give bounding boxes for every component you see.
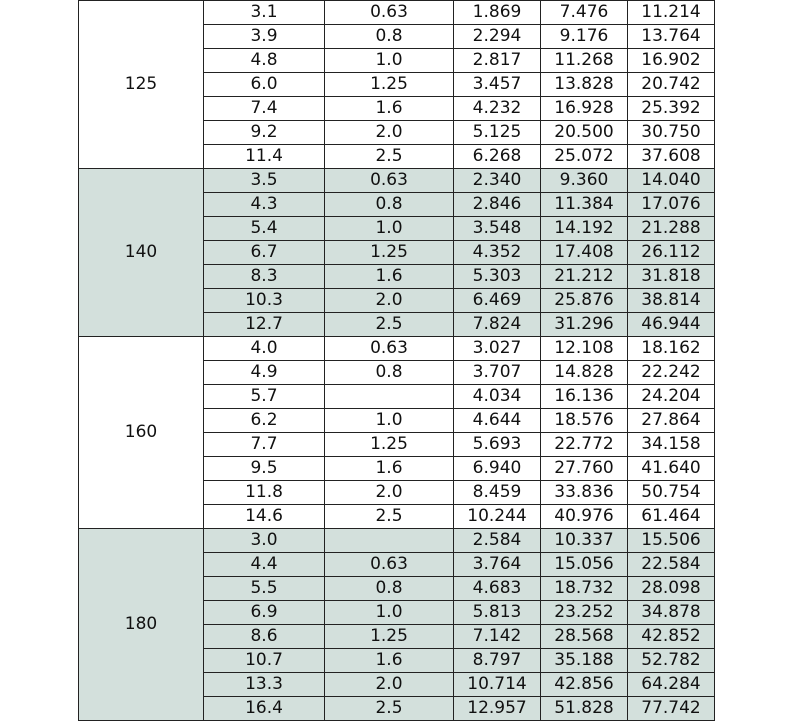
table-cell: 25.876 xyxy=(541,289,628,313)
table-cell: 21.288 xyxy=(628,217,715,241)
table-cell: 0.8 xyxy=(325,25,454,49)
table-cell: 14.040 xyxy=(628,169,715,193)
table-cell: 20.500 xyxy=(541,121,628,145)
table-cell: 14.192 xyxy=(541,217,628,241)
table-cell: 1.869 xyxy=(454,1,541,25)
table-cell: 52.782 xyxy=(628,649,715,673)
table-cell: 11.8 xyxy=(204,481,325,505)
table-cell: 0.8 xyxy=(325,361,454,385)
table-cell: 6.0 xyxy=(204,73,325,97)
table-cell: 4.683 xyxy=(454,577,541,601)
table-body xyxy=(79,1,715,721)
table-cell: 1.25 xyxy=(325,241,454,265)
table-cell: 15.056 xyxy=(541,553,628,577)
table-cell: 31.296 xyxy=(541,313,628,337)
table-cell: 17.076 xyxy=(628,193,715,217)
table-cell: 22.584 xyxy=(628,553,715,577)
table-cell: 22.772 xyxy=(541,433,628,457)
table-cell: 24.204 xyxy=(628,385,715,409)
table-cell: 13.828 xyxy=(541,73,628,97)
table-cell: 14.828 xyxy=(541,361,628,385)
table-cell: 2.0 xyxy=(325,673,454,697)
table-cell: 5.303 xyxy=(454,265,541,289)
table-cell: 33.836 xyxy=(541,481,628,505)
table-cell: 7.4 xyxy=(204,97,325,121)
table-cell: 0.63 xyxy=(325,169,454,193)
table-cell: 11.214 xyxy=(628,1,715,25)
table-cell: 1.6 xyxy=(325,265,454,289)
table-cell: 9.5 xyxy=(204,457,325,481)
table-cell: 18.162 xyxy=(628,337,715,361)
table-cell: 7.476 xyxy=(541,1,628,25)
table-cell: 8.797 xyxy=(454,649,541,673)
table-cell: 10.3 xyxy=(204,289,325,313)
table-cell: 20.742 xyxy=(628,73,715,97)
table-cell: 3.027 xyxy=(454,337,541,361)
table-cell: 2.0 xyxy=(325,121,454,145)
table-cell: 6.9 xyxy=(204,601,325,625)
table-cell: 1.6 xyxy=(325,649,454,673)
table-cell: 4.0 xyxy=(204,337,325,361)
table-cell: 2.817 xyxy=(454,49,541,73)
table-cell: 8.459 xyxy=(454,481,541,505)
table-cell: 0.63 xyxy=(325,1,454,25)
table-cell: 8.3 xyxy=(204,265,325,289)
table-cell: 12.7 xyxy=(204,313,325,337)
table-cell: 2.0 xyxy=(325,289,454,313)
table-cell: 6.268 xyxy=(454,145,541,169)
table-cell xyxy=(325,529,454,553)
table-cell: 10.244 xyxy=(454,505,541,529)
table-cell: 25.392 xyxy=(628,97,715,121)
table-cell: 10.714 xyxy=(454,673,541,697)
table-cell: 30.750 xyxy=(628,121,715,145)
table-cell: 2.846 xyxy=(454,193,541,217)
table-row xyxy=(79,529,715,553)
table-cell: 7.824 xyxy=(454,313,541,337)
table-cell: 4.644 xyxy=(454,409,541,433)
table-cell: 12.957 xyxy=(454,697,541,721)
table-cell: 4.352 xyxy=(454,241,541,265)
table-cell: 3.548 xyxy=(454,217,541,241)
table-cell: 1.25 xyxy=(325,625,454,649)
table-cell: 6.940 xyxy=(454,457,541,481)
table-cell: 2.5 xyxy=(325,505,454,529)
table-cell: 38.814 xyxy=(628,289,715,313)
table-cell: 5.125 xyxy=(454,121,541,145)
table-cell: 2.340 xyxy=(454,169,541,193)
table-cell: 2.294 xyxy=(454,25,541,49)
table-cell: 9.2 xyxy=(204,121,325,145)
table-cell: 2.5 xyxy=(325,313,454,337)
table-cell: 4.034 xyxy=(454,385,541,409)
table-cell: 1.25 xyxy=(325,433,454,457)
table-cell: 2.0 xyxy=(325,481,454,505)
table-cell: 27.760 xyxy=(541,457,628,481)
group-label-cell: 125 xyxy=(79,1,204,169)
table-cell: 4.9 xyxy=(204,361,325,385)
table-cell: 13.3 xyxy=(204,673,325,697)
table-cell: 8.6 xyxy=(204,625,325,649)
table-cell: 0.63 xyxy=(325,553,454,577)
table-cell: 9.360 xyxy=(541,169,628,193)
table-cell: 5.813 xyxy=(454,601,541,625)
group-label-cell: 160 xyxy=(79,337,204,529)
group-label-cell: 180 xyxy=(79,529,204,721)
data-table xyxy=(78,0,715,721)
table-cell: 3.0 xyxy=(204,529,325,553)
table-cell: 35.188 xyxy=(541,649,628,673)
table-cell: 64.284 xyxy=(628,673,715,697)
table-cell: 7.7 xyxy=(204,433,325,457)
table-cell: 5.693 xyxy=(454,433,541,457)
table-cell: 50.754 xyxy=(628,481,715,505)
table-cell: 77.742 xyxy=(628,697,715,721)
table-cell: 31.818 xyxy=(628,265,715,289)
table-cell: 5.5 xyxy=(204,577,325,601)
table-cell: 1.0 xyxy=(325,601,454,625)
table-cell: 16.136 xyxy=(541,385,628,409)
table-cell: 1.0 xyxy=(325,217,454,241)
table-cell: 6.2 xyxy=(204,409,325,433)
table-cell: 1.25 xyxy=(325,73,454,97)
table-cell: 2.584 xyxy=(454,529,541,553)
table-cell: 28.568 xyxy=(541,625,628,649)
table-cell: 7.142 xyxy=(454,625,541,649)
table-cell: 27.864 xyxy=(628,409,715,433)
table-cell: 3.5 xyxy=(204,169,325,193)
table-cell: 51.828 xyxy=(541,697,628,721)
table-cell: 1.0 xyxy=(325,49,454,73)
table-cell: 16.902 xyxy=(628,49,715,73)
table-cell: 4.3 xyxy=(204,193,325,217)
table-row xyxy=(79,1,715,25)
table-cell: 9.176 xyxy=(541,25,628,49)
table-cell: 12.108 xyxy=(541,337,628,361)
table-cell: 0.8 xyxy=(325,193,454,217)
table-cell: 16.4 xyxy=(204,697,325,721)
table-cell: 22.242 xyxy=(628,361,715,385)
table-row xyxy=(79,169,715,193)
table-cell: 26.112 xyxy=(628,241,715,265)
table-cell: 5.4 xyxy=(204,217,325,241)
table-cell: 1.0 xyxy=(325,409,454,433)
table-cell: 4.4 xyxy=(204,553,325,577)
table-cell: 34.158 xyxy=(628,433,715,457)
table-cell: 3.764 xyxy=(454,553,541,577)
table-cell: 18.732 xyxy=(541,577,628,601)
table-cell: 46.944 xyxy=(628,313,715,337)
table-cell: 0.63 xyxy=(325,337,454,361)
table-cell: 15.506 xyxy=(628,529,715,553)
table-cell: 3.1 xyxy=(204,1,325,25)
table-cell: 23.252 xyxy=(541,601,628,625)
table-cell: 25.072 xyxy=(541,145,628,169)
table-cell: 18.576 xyxy=(541,409,628,433)
table-cell: 4.8 xyxy=(204,49,325,73)
table-cell: 41.640 xyxy=(628,457,715,481)
table-cell: 3.707 xyxy=(454,361,541,385)
table-cell: 37.608 xyxy=(628,145,715,169)
table-cell: 0.8 xyxy=(325,577,454,601)
table-cell: 42.852 xyxy=(628,625,715,649)
table-cell: 3.457 xyxy=(454,73,541,97)
table-cell: 2.5 xyxy=(325,145,454,169)
table-cell: 6.469 xyxy=(454,289,541,313)
table-cell: 42.856 xyxy=(541,673,628,697)
table-cell xyxy=(325,385,454,409)
table-cell: 16.928 xyxy=(541,97,628,121)
group-label-cell: 140 xyxy=(79,169,204,337)
table-cell: 61.464 xyxy=(628,505,715,529)
table-cell: 21.212 xyxy=(541,265,628,289)
table-cell: 34.878 xyxy=(628,601,715,625)
table-cell: 11.4 xyxy=(204,145,325,169)
table-cell: 28.098 xyxy=(628,577,715,601)
table-cell: 11.384 xyxy=(541,193,628,217)
table-cell: 2.5 xyxy=(325,697,454,721)
table-cell: 6.7 xyxy=(204,241,325,265)
table-cell: 13.764 xyxy=(628,25,715,49)
table-cell: 14.6 xyxy=(204,505,325,529)
table-cell: 17.408 xyxy=(541,241,628,265)
table-cell: 5.7 xyxy=(204,385,325,409)
table-row xyxy=(79,337,715,361)
table-cell: 4.232 xyxy=(454,97,541,121)
table-cell: 10.337 xyxy=(541,529,628,553)
table-cell: 1.6 xyxy=(325,457,454,481)
table-cell: 11.268 xyxy=(541,49,628,73)
table-cell: 3.9 xyxy=(204,25,325,49)
table-cell: 10.7 xyxy=(204,649,325,673)
table-cell: 40.976 xyxy=(541,505,628,529)
table-cell: 1.6 xyxy=(325,97,454,121)
